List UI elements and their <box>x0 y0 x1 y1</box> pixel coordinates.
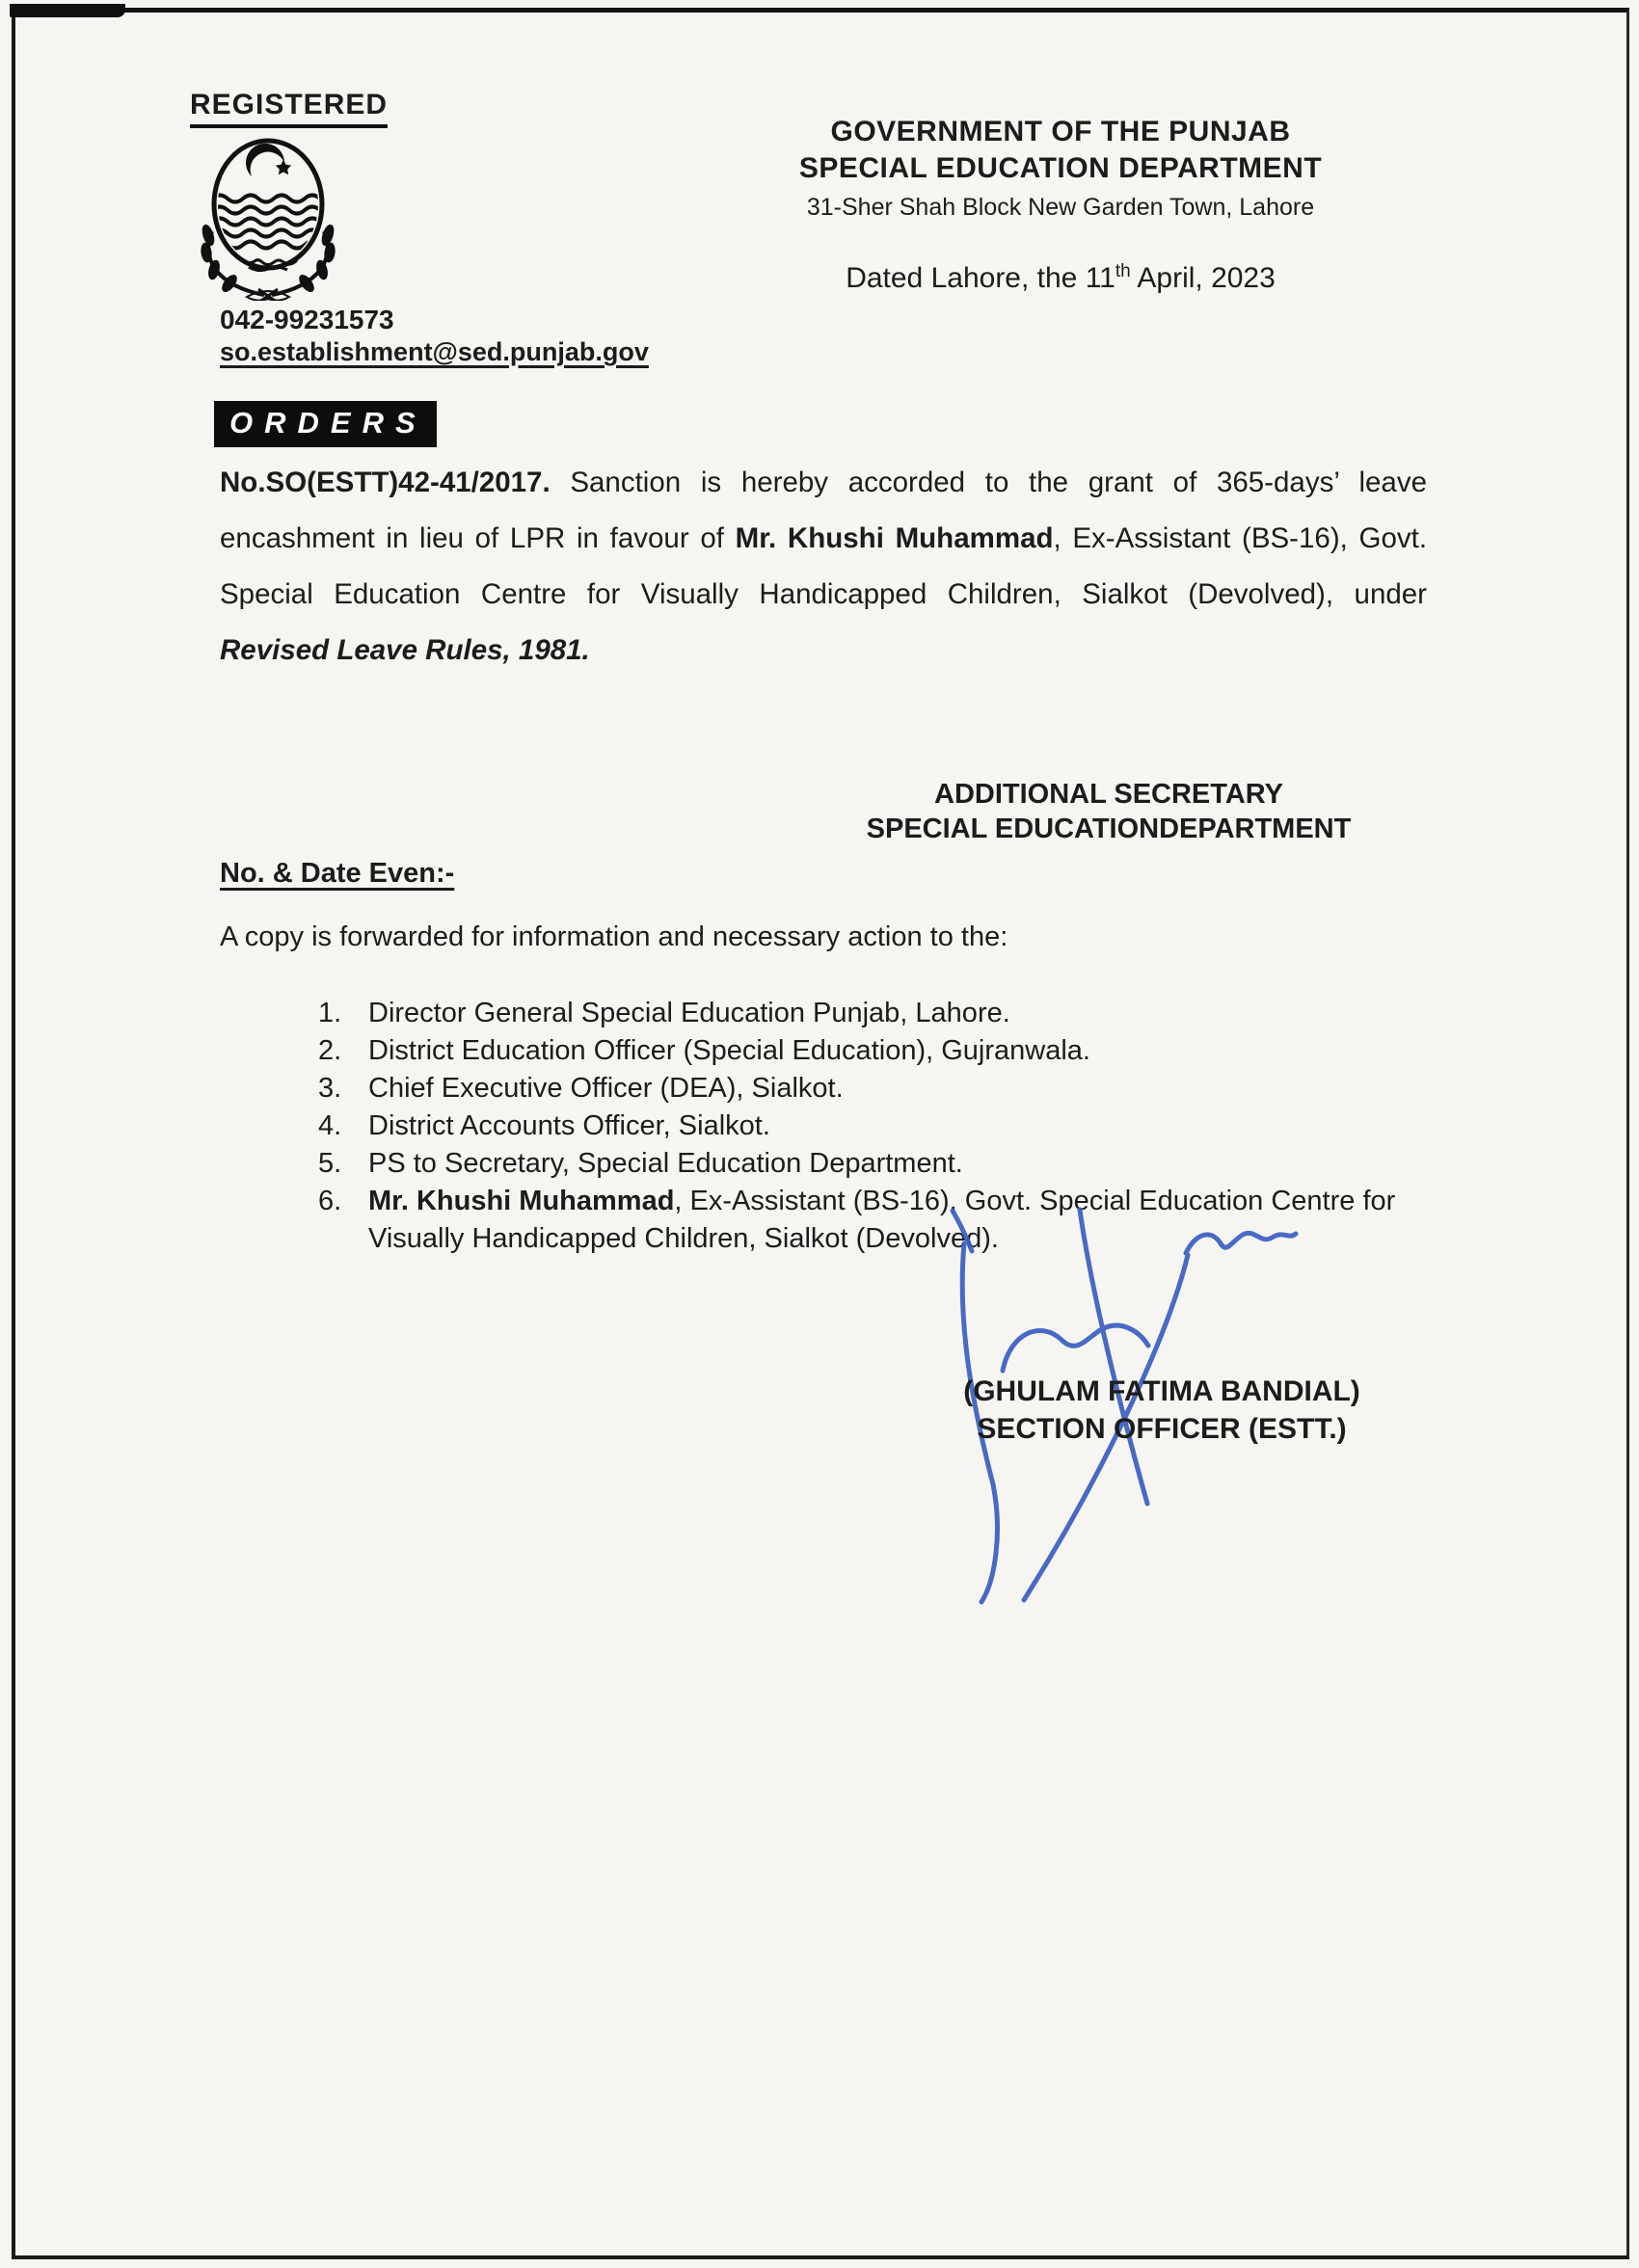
list-item <box>318 995 1417 1032</box>
item-plain-text: PS to Secretary, Special Education Department. <box>368 1148 963 1179</box>
reference-number: No.SO(ESTT)42-41/2017. <box>220 467 551 498</box>
date-ordinal-suffix: th <box>1115 261 1131 281</box>
date-prefix: Dated Lahore, the 11 <box>846 262 1115 294</box>
river-waves <box>212 196 320 249</box>
authority-title: ADDITIONAL SECRETARY <box>934 779 1283 810</box>
item-text <box>368 1145 1417 1183</box>
item-text <box>368 1032 1417 1070</box>
list-item <box>318 1145 1417 1183</box>
registered-label: REGISTERED <box>190 89 388 128</box>
government-title: GOVERNMENT OF THE PUNJAB <box>830 116 1291 147</box>
body-text-1: Sanction is hereby accorded to the grant of 365-days’ leave encashment in lieu of LPR in favour of <box>220 467 1427 554</box>
signatory-designation: SECTION OFFICER (ESTT.) <box>977 1413 1347 1445</box>
item-text <box>368 995 1417 1032</box>
urdu-inscription <box>241 258 297 271</box>
list-item <box>318 1032 1417 1070</box>
item-plain-text: Chief Executive Officer (DEA), Sialkot. <box>368 1073 844 1104</box>
scan-corner-artifact <box>10 4 125 17</box>
item-number: 3. <box>318 1073 342 1104</box>
distribution-intro: A copy is forwarded for information and necessary action to the: <box>220 921 1008 952</box>
item-plain-text: District Education Officer (Special Education), Gujranwala. <box>368 1035 1090 1066</box>
department-title: SPECIAL EDUCATION DEPARTMENT <box>798 152 1323 184</box>
item-plain-text: Director General Special Education Punjab, Lahore. <box>368 998 1010 1028</box>
item-text <box>368 1107 1417 1145</box>
no-and-date-heading: No. & Date Even:- <box>220 858 455 889</box>
orders-heading: ORDERS <box>214 401 437 447</box>
body-text-2: , Ex-Assistant (BS-16), Govt. Special Education Centre for Visually Handicapped Children, Sialkot (Devolved), under <box>220 522 1428 610</box>
star-icon <box>276 160 291 175</box>
item-text <box>368 1070 1417 1107</box>
rules-reference: Revised Leave Rules, 1981. <box>220 634 590 666</box>
date-suffix: April, 2023 <box>1130 262 1276 294</box>
item-number: 1. <box>318 998 342 1028</box>
item-plain-text: District Accounts Officer, Sialkot. <box>368 1110 770 1141</box>
department-address: 31-Sher Shah Block New Garden Town, Lahore <box>806 194 1315 221</box>
item-plain-text: , Ex-Assistant (BS-16), Govt. Special Education Centre for Visually Handicapped Children, Sialkot (Devolved). <box>368 1186 1396 1254</box>
item-bold-text: Mr. Khushi Muhammad <box>368 1186 675 1216</box>
signatory-name-block <box>868 1373 1456 1448</box>
phone-number: 042-99231573 <box>220 305 394 334</box>
item-number: 5. <box>318 1148 342 1179</box>
letter-date <box>675 262 1446 295</box>
punjab-government-crest-logo <box>191 135 345 301</box>
order-body-paragraph <box>220 455 1427 679</box>
issuing-authority-block <box>771 777 1446 846</box>
list-item <box>318 1070 1417 1107</box>
signatory-name: (GHULAM FATIMA BANDIAL) <box>963 1375 1360 1407</box>
email-address: so.establishment@sed.punjab.gov <box>220 337 649 366</box>
item-number: 6. <box>318 1186 342 1216</box>
list-item <box>318 1107 1417 1145</box>
item-number: 4. <box>318 1110 342 1141</box>
authority-department: SPECIAL EDUCATIONDEPARTMENT <box>866 814 1352 844</box>
letterhead <box>675 114 1446 226</box>
grantee-name: Mr. Khushi Muhammad <box>735 522 1054 554</box>
item-number: 2. <box>318 1035 342 1066</box>
